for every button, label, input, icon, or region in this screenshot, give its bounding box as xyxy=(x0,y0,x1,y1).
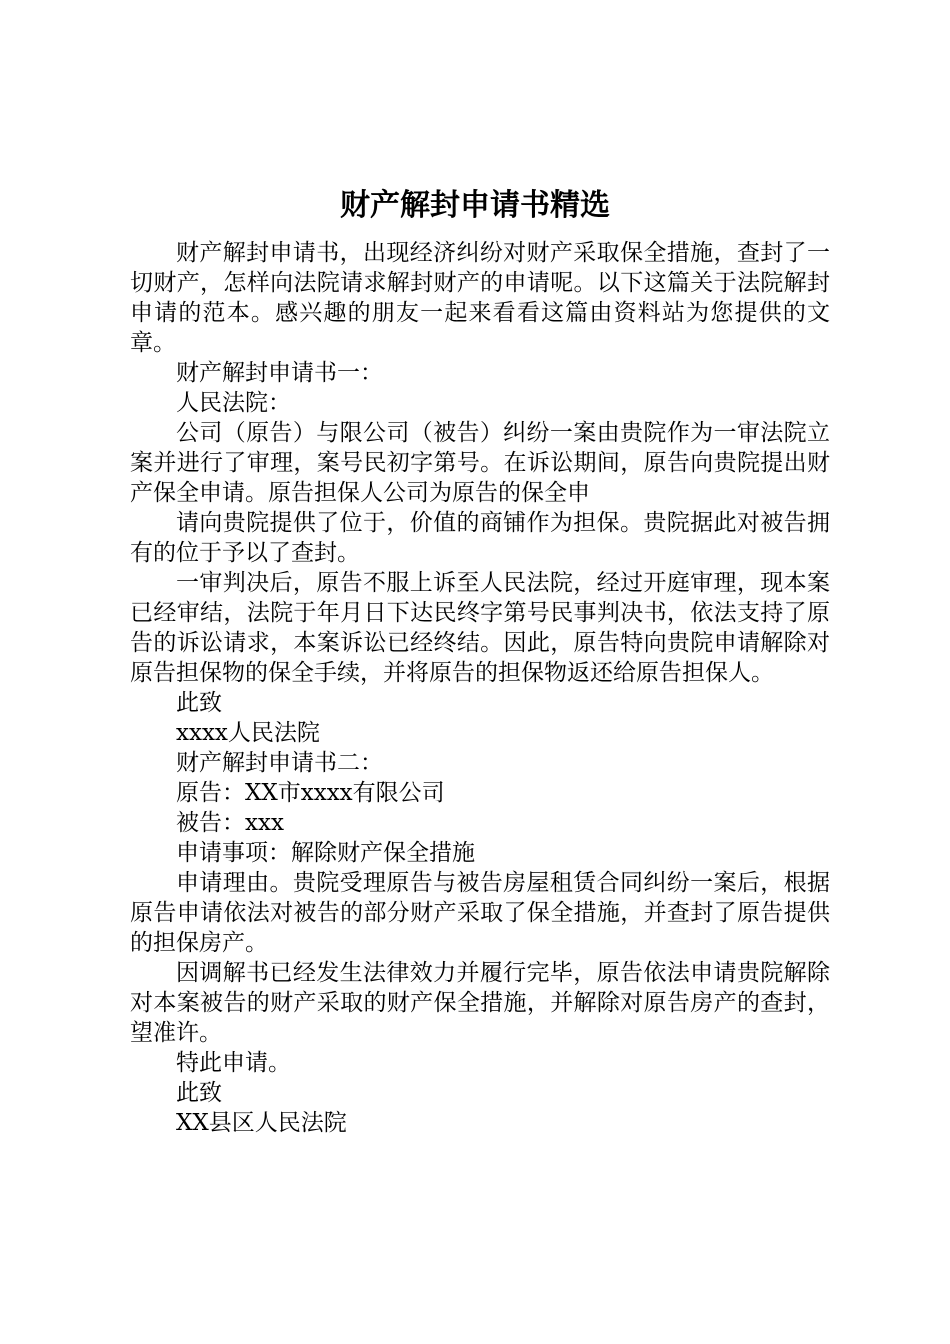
section-heading-two: 财产解封申请书二： xyxy=(176,750,383,776)
application-closing: 特此申请。 xyxy=(176,1050,291,1076)
case-paragraph: 公司（原告）与限公司（被告）纠纷一案由贵院作为一审法院立案并进行了审理，案号民初字第号。在诉讼期间，原告向贵院提出财产保全申请。原告担保人公司为原告的保全申 xyxy=(130,420,830,506)
closing-salutation-two: 此致 xyxy=(176,1080,222,1106)
addressee: 人民法院： xyxy=(176,390,291,416)
section-heading-one: 财产解封申请书一： xyxy=(176,360,383,386)
court-name-two: XX县区人民法院 xyxy=(176,1110,347,1136)
request-item-line: 申请事项：解除财产保全措施 xyxy=(176,840,475,866)
mediation-paragraph: 因调解书已经发生法律效力并履行完毕，原告依法申请贵院解除对本案被告的财产采取的财产保全措施，并解除对原告房产的查封，望准许。 xyxy=(130,960,830,1046)
intro-paragraph: 财产解封申请书，出现经济纠纷对财产采取保全措施，查封了一切财产，怎样向法院请求解封财产的申请呢。以下这篇关于法院解封申请的范本。感兴趣的朋友一起来看看这篇由资料站为您提供的文章。 xyxy=(130,240,830,356)
document-body xyxy=(130,238,830,1138)
reason-paragraph: 申请理由。贵院受理原告与被告房屋租赁合同纠纷一案后，根据原告申请依法对被告的部分财产采取了保全措施，并查封了原告提供的担保房产。 xyxy=(130,870,830,956)
guarantee-paragraph: 请向贵院提供了位于，价值的商铺作为担保。贵院据此对被告拥有的位于予以了查封。 xyxy=(130,510,830,566)
judgment-paragraph: 一审判决后，原告不服上诉至人民法院，经过开庭审理，现本案已经审结，法院于年月日下达民终字第号民事判决书，依法支持了原告的诉讼请求，本案诉讼已经终结。因此，原告特向贵院申请解除对原告担保物的保全手续，并将原告的担保物返还给原告担保人。 xyxy=(130,570,830,686)
plaintiff-line: 原告：XX市xxxx有限公司 xyxy=(176,780,445,806)
court-name: xxxx人民法院 xyxy=(176,720,320,746)
defendant-line: 被告：xxx xyxy=(176,810,284,836)
document-title: 财产解封申请书精选 xyxy=(340,188,610,223)
closing-salutation: 此致 xyxy=(176,690,222,716)
